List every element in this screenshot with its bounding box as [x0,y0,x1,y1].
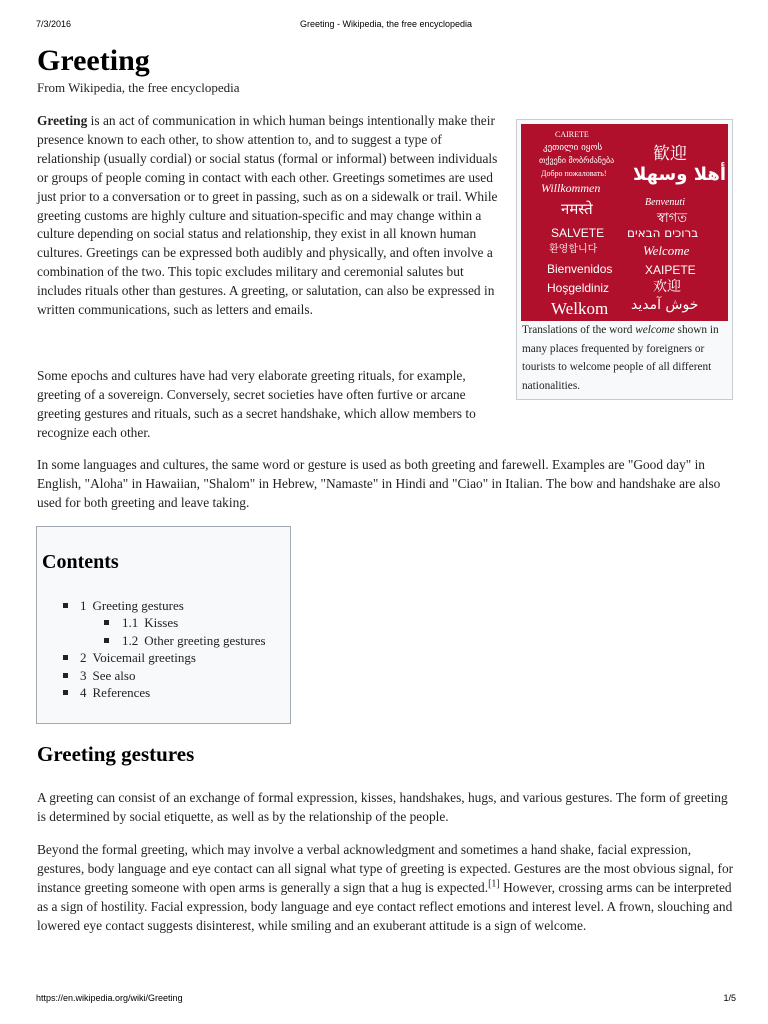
intro-text: is an act of communication in which human beings intentionally make their presence known to each other, to show attention to, and to suggest a type of relationship (usually cordial) or social status (formal or informal) between individuals or groups of people coming in contact with each other. Greetings sometimes are used just prior to a conversation or to greet in passing, such as on a sidewalk or trail. While greeting customs are highly culture and situation-specific and may change within a culture depending on social status and relationship, they exist in all known human cultures. Greetings can be expressed both audibly and physically, and often involve a combination of the two. This topic excludes military and ceremonial salutes but includes rituals other than gestures. A greeting, or salutation, can also be expressed in written communications, such as letters and emails. [37,113,498,318]
image-word: Welkom [551,299,609,318]
table-of-contents [36,526,291,724]
toc-item-greeting-gestures[interactable] [63,597,266,614]
intro-bold-term: Greeting [37,113,88,128]
image-word: أهلا وسهلا [633,164,727,185]
image-word: नमस्ते [561,200,593,218]
toc-link-text[interactable]: Voicemail greetings [92,650,196,666]
article-subtitle: From Wikipedia, the free encyclopedia [37,80,240,95]
image-word: ברוכים הבאים [627,226,699,240]
toc-link-text[interactable]: See also [92,667,136,683]
toc-link-text[interactable]: Other greeting gestures [144,632,266,648]
toc-link-text[interactable]: References [92,685,151,701]
citation-link[interactable]: [1] [488,878,500,890]
image-word: Welcome [643,243,690,258]
print-header [36,19,736,31]
image-word: XAIPETE [645,263,696,277]
image-word: 환영합니다 [549,244,598,255]
toc-link-text[interactable]: Greeting gestures [92,598,184,613]
welcome-translations-image[interactable] [521,124,728,321]
toc-number: 1.1 [122,615,139,631]
paragraph-text: Beyond the formal greeting, which may involve a verbal acknowledgment and sometimes a hand shake, facial expression, gestures, body language and eye contact can all signal what type of greeting is expected. Gestures are the most obvious signal, for instance greeting someone with open arms is generally a sign that a hug is expected. [37,842,734,895]
image-word: স্বাগত [657,211,687,226]
caption-italic-word: welcome [635,324,675,336]
toc-number: 2 [80,650,87,666]
toc-item-voicemail-greetings[interactable] [63,649,266,666]
image-word: خوش آمدید [631,297,699,313]
toc-link-text[interactable]: Kisses [144,615,179,631]
caption-text: shown in many places frequented by foreigners or tourists to welcome people of all different nationalities. [522,324,719,392]
paragraph-epochs: Some epochs and cultures have had very elaborate greeting rituals, for example, greeting of a sovereign. Conversely, secret societies have often furtive or arcane greeting gestures and rituals, such as a secret handshake, which allow members to recognize each other. [37,368,476,440]
figure-caption [522,321,727,395]
toc-item-kisses[interactable] [63,614,266,631]
image-word: 歓迎 [653,144,687,164]
image-word: თქვენი მობრძანება [539,156,615,165]
toc-item-see-also[interactable] [63,667,266,684]
article-title: Greeting [37,44,150,77]
paragraph-text: However, crossing arms can be interpreted as a sign of hostility. Facial expression, body language and eye contact reflect emotions and interest level. A frown, slouching and lowered eye contact suggests disinterest, while smiling and an exuberant attitude is a sign of welcome. [37,879,733,933]
toc-item-references[interactable] [63,684,266,701]
caption-text: Translations of the word [522,324,636,336]
figure-thumbnail [516,119,733,400]
paragraph-greeting-forms: A greeting can consist of an exchange of formal expression, kisses, handshakes, hugs, and various gestures. The form of greeting is determined by social etiquette, as well as by the relationship of the people. [37,790,728,824]
toc-number: 1.2 [122,632,139,648]
image-word: Bienvenidos [547,262,613,276]
image-word: კეთილი იყოს [543,143,603,153]
image-word: Добро пожаловать! [541,169,607,178]
section-heading-greeting-gestures: Greeting gestures [37,742,195,766]
image-word: 欢迎 [653,279,681,295]
toc-number: 4 [80,685,87,701]
print-page-number: 1/5 [723,993,736,1003]
print-page-title: Greeting - Wikipedia, the free encyclopedia [299,19,473,29]
print-date: 7/3/2016 [36,19,72,29]
image-word: CAIRETE [555,130,589,139]
image-word: Hoşgeldiniz [547,281,610,295]
toc-number: 1 [80,598,87,613]
print-url: https://en.wikipedia.org/wiki/Greeting [36,993,183,1003]
toc-title: Contents [42,551,119,573]
toc-list [63,597,266,701]
paragraph-formal-greeting [37,841,737,936]
paragraph-farewell: In some languages and cultures, the same word or gesture is used as both greeting and farewell. Examples are "Good day" in English, "Aloha" in Hawaiian, "Shalom" in Hebrew, "Namaste" in Hindi and "Ciao" in Italian. The bow and handshake are also used for both greeting and leave taking. [37,457,721,510]
print-footer [36,993,736,1005]
toc-number: 3 [80,667,87,683]
image-word: Benvenuti [645,197,685,208]
intro-paragraph [37,112,499,320]
toc-item-other-greeting-gestures[interactable] [63,632,266,649]
image-word: SALVETE [551,226,605,240]
image-word: Willkommen [541,181,601,195]
